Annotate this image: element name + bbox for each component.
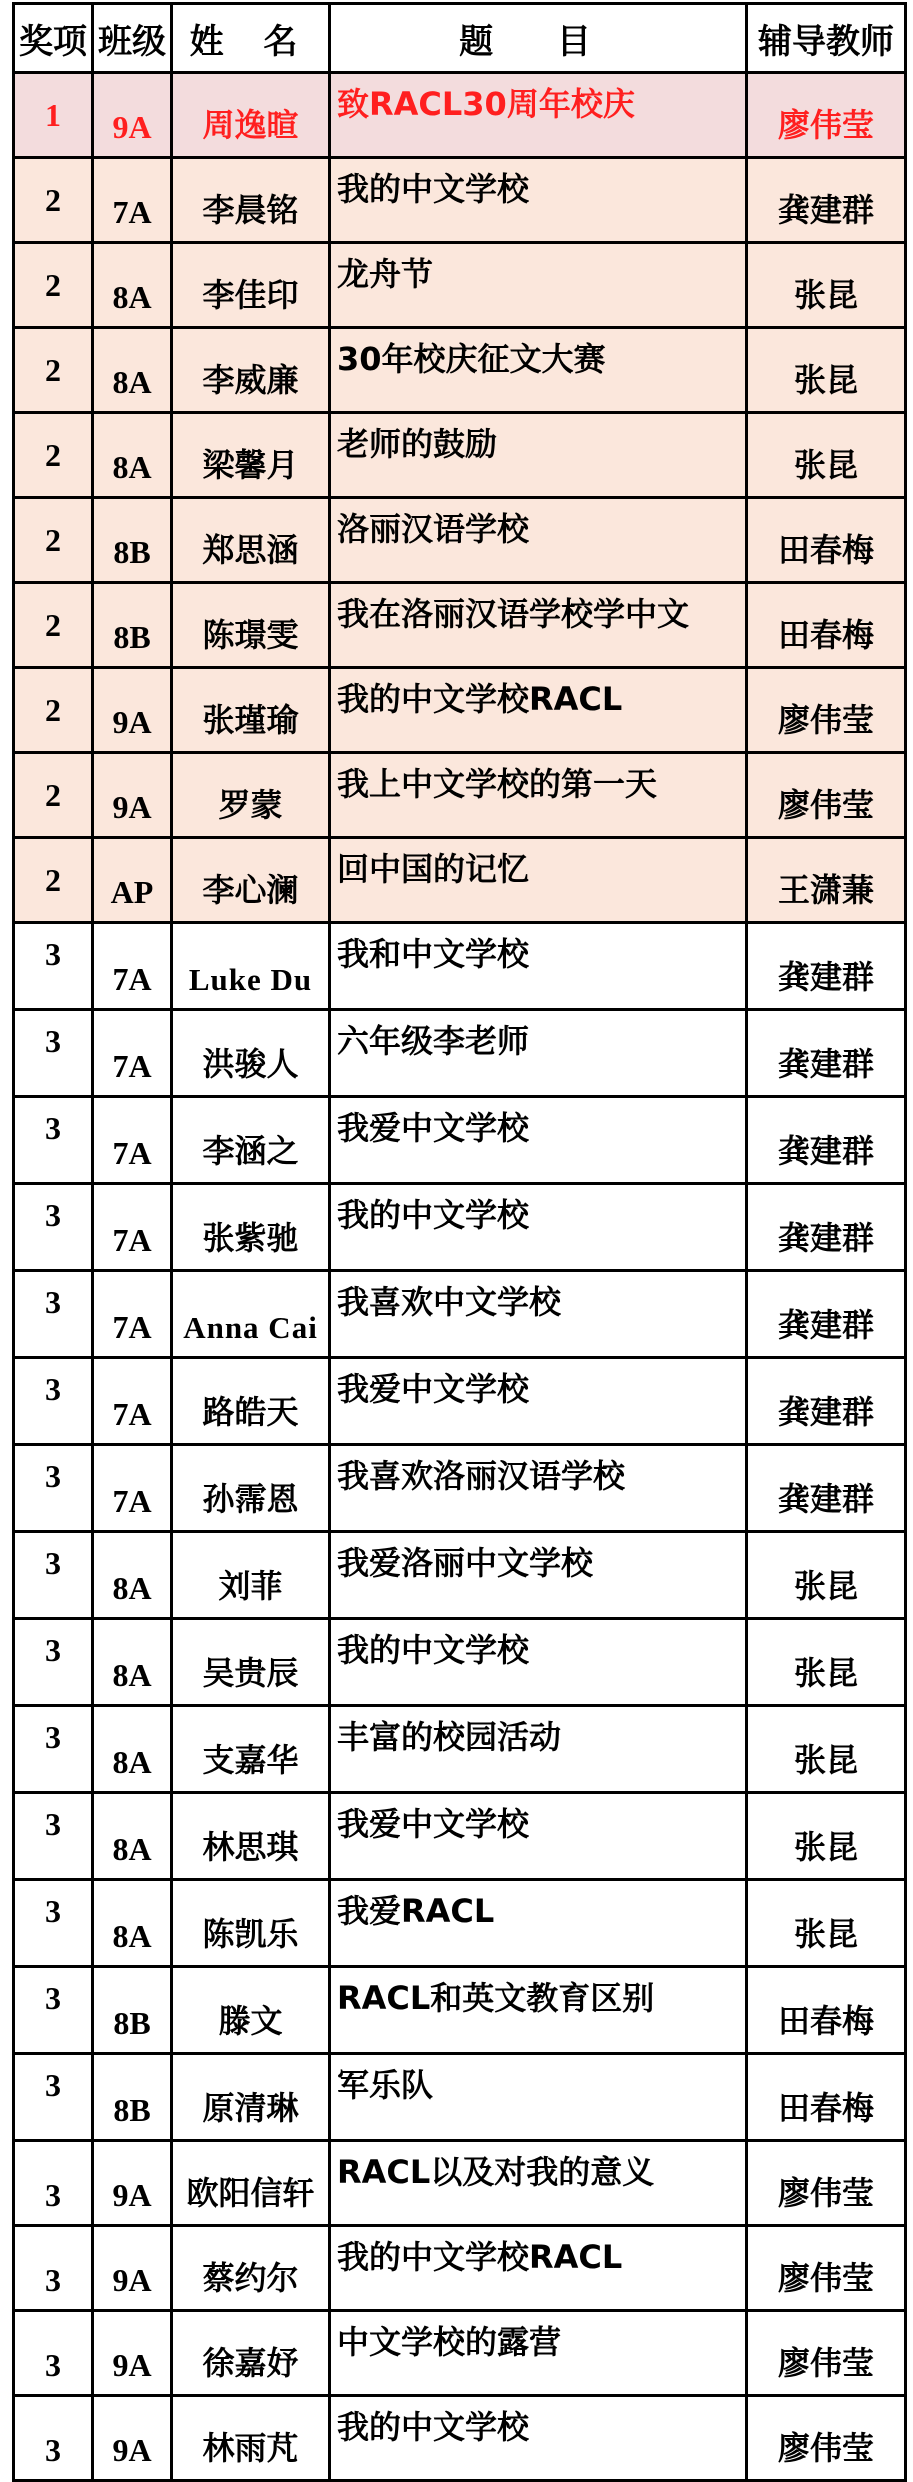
- table-row: [14, 753, 906, 838]
- title-cell: 我上中文学校的第一天: [330, 753, 747, 838]
- rank-cell: 3: [14, 2396, 93, 2481]
- title-cell: 我的中文学校RACL: [330, 668, 747, 753]
- name-cell: 郑思涵: [172, 498, 330, 583]
- class-cell: 7A: [93, 1097, 172, 1184]
- table-row: [14, 1967, 906, 2054]
- title-cell: 我爱中文学校: [330, 1097, 747, 1184]
- title-cell: 我喜欢中文学校: [330, 1271, 747, 1358]
- table-row: [14, 1793, 906, 1880]
- name-cell: Luke Du: [172, 923, 330, 1010]
- name-cell: 蔡约尔: [172, 2226, 330, 2311]
- table-row: [14, 2141, 906, 2226]
- class-cell: 9A: [93, 2311, 172, 2396]
- name-cell: 梁馨月: [172, 413, 330, 498]
- class-cell: 8B: [93, 498, 172, 583]
- name-cell: 张瑾瑜: [172, 668, 330, 753]
- title-cell: 我的中文学校RACL: [330, 2226, 747, 2311]
- rank-cell: 3: [14, 1271, 93, 1358]
- class-cell: 8A: [93, 413, 172, 498]
- table-row: [14, 1184, 906, 1271]
- rank-cell: 3: [14, 923, 93, 1010]
- name-cell: 吴贵辰: [172, 1619, 330, 1706]
- class-cell: 7A: [93, 1358, 172, 1445]
- teacher-cell: 廖伟莹: [747, 2311, 906, 2396]
- class-cell: 8A: [93, 1793, 172, 1880]
- class-cell: 8B: [93, 583, 172, 668]
- table-row: [14, 73, 906, 158]
- name-cell: 洪骏人: [172, 1010, 330, 1097]
- name-cell: 李晨铭: [172, 158, 330, 243]
- rank-cell: 3: [14, 2311, 93, 2396]
- teacher-cell: 张昆: [747, 1532, 906, 1619]
- class-cell: 8B: [93, 2054, 172, 2141]
- class-cell: 8A: [93, 328, 172, 413]
- name-cell: 刘菲: [172, 1532, 330, 1619]
- class-cell: 7A: [93, 158, 172, 243]
- class-cell: 9A: [93, 753, 172, 838]
- table-row: [14, 498, 906, 583]
- title-cell: 我的中文学校: [330, 2396, 747, 2481]
- name-cell: 徐嘉妤: [172, 2311, 330, 2396]
- class-cell: 8A: [93, 1619, 172, 1706]
- title-cell: 我喜欢洛丽汉语学校: [330, 1445, 747, 1532]
- title-cell: 丰富的校园活动: [330, 1706, 747, 1793]
- class-cell: 8B: [93, 1967, 172, 2054]
- name-cell: 李心澜: [172, 838, 330, 923]
- name-cell: 林思琪: [172, 1793, 330, 1880]
- name-cell: 周逸暄: [172, 73, 330, 158]
- teacher-cell: 廖伟莹: [747, 2226, 906, 2311]
- teacher-cell: 廖伟莹: [747, 73, 906, 158]
- teacher-cell: 田春梅: [747, 498, 906, 583]
- rank-cell: 3: [14, 1619, 93, 1706]
- rank-cell: 2: [14, 753, 93, 838]
- rank-cell: 2: [14, 668, 93, 753]
- table-row: [14, 1445, 906, 1532]
- title-cell: 六年级李老师: [330, 1010, 747, 1097]
- title-cell: 我和中文学校: [330, 923, 747, 1010]
- header-teacher: 辅导教师: [747, 4, 906, 73]
- rank-cell: 2: [14, 158, 93, 243]
- title-cell: 中文学校的露营: [330, 2311, 747, 2396]
- table-row: [14, 838, 906, 923]
- table-row: [14, 413, 906, 498]
- name-cell: 张紫驰: [172, 1184, 330, 1271]
- rank-cell: 3: [14, 1097, 93, 1184]
- rank-cell: 3: [14, 2226, 93, 2311]
- rank-cell: 3: [14, 1880, 93, 1967]
- table-row: [14, 243, 906, 328]
- rank-cell: 2: [14, 328, 93, 413]
- name-cell: 陈凯乐: [172, 1880, 330, 1967]
- table-row: [14, 1532, 906, 1619]
- table-row: [14, 2054, 906, 2141]
- teacher-cell: 田春梅: [747, 1967, 906, 2054]
- title-cell: 我爱中文学校: [330, 1793, 747, 1880]
- teacher-cell: 龚建群: [747, 1097, 906, 1184]
- class-cell: 7A: [93, 1184, 172, 1271]
- rank-cell: 3: [14, 1793, 93, 1880]
- name-cell: 原清琳: [172, 2054, 330, 2141]
- table-row: [14, 1358, 906, 1445]
- rank-cell: 3: [14, 1532, 93, 1619]
- title-cell: 我的中文学校: [330, 158, 747, 243]
- title-cell: 龙舟节: [330, 243, 747, 328]
- rank-cell: 3: [14, 1184, 93, 1271]
- teacher-cell: 龚建群: [747, 1184, 906, 1271]
- title-cell: 洛丽汉语学校: [330, 498, 747, 583]
- class-cell: AP: [93, 838, 172, 923]
- rank-cell: 2: [14, 498, 93, 583]
- teacher-cell: 张昆: [747, 1619, 906, 1706]
- rank-cell: 2: [14, 838, 93, 923]
- rank-cell: 2: [14, 413, 93, 498]
- name-cell: 李涵之: [172, 1097, 330, 1184]
- table-row: [14, 2311, 906, 2396]
- teacher-cell: 张昆: [747, 243, 906, 328]
- teacher-cell: 张昆: [747, 1880, 906, 1967]
- title-cell: 我在洛丽汉语学校学中文: [330, 583, 747, 668]
- teacher-cell: 龚建群: [747, 1445, 906, 1532]
- table-row: [14, 158, 906, 243]
- class-cell: 9A: [93, 2396, 172, 2481]
- rank-cell: 3: [14, 2141, 93, 2226]
- class-cell: 7A: [93, 923, 172, 1010]
- title-cell: 30年校庆征文大赛: [330, 328, 747, 413]
- title-cell: RACL和英文教育区别: [330, 1967, 747, 2054]
- class-cell: 8A: [93, 243, 172, 328]
- class-cell: 7A: [93, 1271, 172, 1358]
- header-rank: 奖项: [14, 4, 93, 73]
- teacher-cell: 龚建群: [747, 1358, 906, 1445]
- rank-cell: 2: [14, 243, 93, 328]
- header-class: 班级: [93, 4, 172, 73]
- title-cell: 致RACL30周年校庆: [330, 73, 747, 158]
- rank-cell: 3: [14, 1358, 93, 1445]
- class-cell: 9A: [93, 73, 172, 158]
- table-row: [14, 1880, 906, 1967]
- award-rows: [14, 73, 906, 2481]
- title-cell: 我爱RACL: [330, 1880, 747, 1967]
- teacher-cell: 廖伟莹: [747, 753, 906, 838]
- title-cell: 我的中文学校: [330, 1184, 747, 1271]
- title-cell: 军乐队: [330, 2054, 747, 2141]
- table-row: [14, 1706, 906, 1793]
- name-cell: 滕文: [172, 1967, 330, 2054]
- table-row: [14, 328, 906, 413]
- teacher-cell: 张昆: [747, 328, 906, 413]
- table-row: [14, 1271, 906, 1358]
- name-cell: 路皓天: [172, 1358, 330, 1445]
- class-cell: 8A: [93, 1706, 172, 1793]
- table-row: [14, 1010, 906, 1097]
- teacher-cell: 王潇蒹: [747, 838, 906, 923]
- table-row: [14, 923, 906, 1010]
- name-cell: 罗蒙: [172, 753, 330, 838]
- teacher-cell: 张昆: [747, 1793, 906, 1880]
- class-cell: 8A: [93, 1880, 172, 1967]
- teacher-cell: 田春梅: [747, 583, 906, 668]
- title-cell: 我的中文学校: [330, 1619, 747, 1706]
- rank-cell: 3: [14, 1967, 93, 2054]
- class-cell: 7A: [93, 1010, 172, 1097]
- title-cell: 老师的鼓励: [330, 413, 747, 498]
- name-cell: 孙霈恩: [172, 1445, 330, 1532]
- teacher-cell: 张昆: [747, 413, 906, 498]
- table-row: [14, 1097, 906, 1184]
- class-cell: 7A: [93, 1445, 172, 1532]
- header-name: 姓 名: [172, 4, 330, 73]
- table-row: [14, 2396, 906, 2481]
- title-cell: 我爱中文学校: [330, 1358, 747, 1445]
- rank-cell: 3: [14, 1706, 93, 1793]
- teacher-cell: 廖伟莹: [747, 668, 906, 753]
- header-title: 题 目: [330, 4, 747, 73]
- table-row: [14, 1619, 906, 1706]
- teacher-cell: 廖伟莹: [747, 2396, 906, 2481]
- class-cell: 9A: [93, 2141, 172, 2226]
- class-cell: 9A: [93, 2226, 172, 2311]
- table-row: [14, 2226, 906, 2311]
- title-cell: 回中国的记忆: [330, 838, 747, 923]
- name-cell: 欧阳信轩: [172, 2141, 330, 2226]
- class-cell: 9A: [93, 668, 172, 753]
- rank-cell: 3: [14, 2054, 93, 2141]
- teacher-cell: 龚建群: [747, 1271, 906, 1358]
- table-row: [14, 583, 906, 668]
- rank-cell: 1: [14, 73, 93, 158]
- title-cell: 我爱洛丽中文学校: [330, 1532, 747, 1619]
- header-row: [14, 4, 906, 73]
- table-row: [14, 668, 906, 753]
- name-cell: 李威廉: [172, 328, 330, 413]
- name-cell: 李佳印: [172, 243, 330, 328]
- rank-cell: 2: [14, 583, 93, 668]
- teacher-cell: 龚建群: [747, 158, 906, 243]
- teacher-cell: 田春梅: [747, 2054, 906, 2141]
- teacher-cell: 龚建群: [747, 923, 906, 1010]
- teacher-cell: 廖伟莹: [747, 2141, 906, 2226]
- name-cell: 支嘉华: [172, 1706, 330, 1793]
- awards-table: [12, 2, 907, 2482]
- rank-cell: 3: [14, 1010, 93, 1097]
- class-cell: 8A: [93, 1532, 172, 1619]
- name-cell: Anna Cai: [172, 1271, 330, 1358]
- teacher-cell: 张昆: [747, 1706, 906, 1793]
- name-cell: 林雨芃: [172, 2396, 330, 2481]
- title-cell: RACL以及对我的意义: [330, 2141, 747, 2226]
- name-cell: 陈璟雯: [172, 583, 330, 668]
- rank-cell: 3: [14, 1445, 93, 1532]
- teacher-cell: 龚建群: [747, 1010, 906, 1097]
